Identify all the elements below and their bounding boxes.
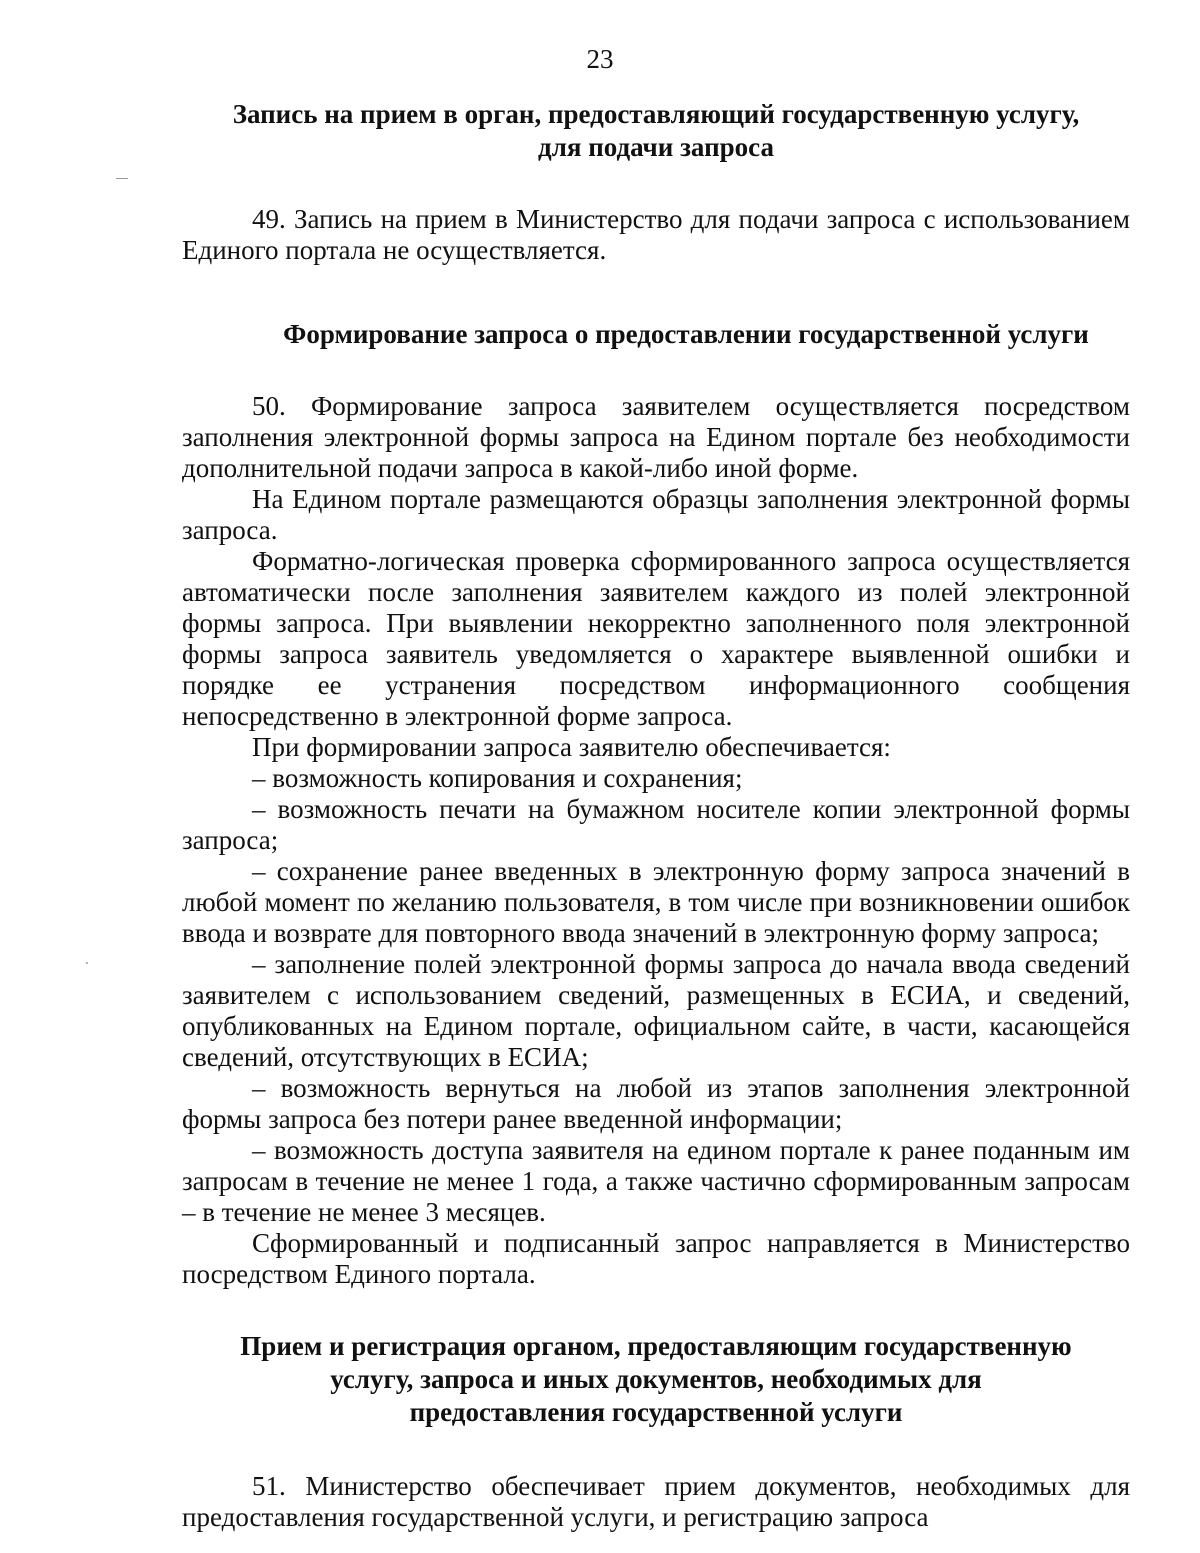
margin-mark [86, 962, 88, 964]
list-item: – возможность копирования и сохранения; [252, 763, 743, 793]
page-number: 23 [586, 44, 614, 74]
heading-line: Запись на прием в орган, предоставляющий государственную услугу, [232, 99, 1080, 129]
paragraph: Форматно-логическая проверка сформированного запроса осуществляется автоматически после заполнения заявителем каждого из полей электронной формы запроса. При выявлении некорректно заполненного поля электронной формы запроса заявитель уведомляется о характере выявленной ошибки и порядке ее устранения посредством информационного сообщения непосредственно в электронной форме запроса. [182, 546, 1130, 731]
list-item: – возможность доступа заявителя на едином портале к ранее поданным им запросам в течение не менее 1 года, а также частично сформированным запросам – в течение не менее 3 месяцев. [182, 1135, 1130, 1227]
heading-line: предоставления государственной услуги [409, 1397, 903, 1427]
list-item: – заполнение полей электронной формы запроса до начала ввода сведений заявителем с использованием сведений, размещенных в ЕСИА, и сведений, опубликованных на Едином портале, официальном сайте, в части, касающейся сведений, отсутствующих в ЕСИА; [182, 949, 1130, 1072]
paragraph: При формировании запроса заявителю обеспечивается: [252, 732, 891, 762]
list-item: – сохранение ранее введенных в электронную форму запроса значений в любой момент по желанию пользователя, в том числе при возникновении ошибок ввода и возврате для повторного ввода значений в электронную форму запроса; [182, 856, 1130, 948]
paragraph-51-text: 51. Министерство обеспечивает прием документов, необходимых для предоставления государственной услуги, и регистрацию запроса [182, 1471, 1130, 1532]
section-heading-appointment [182, 98, 1130, 164]
list-item: – возможность вернуться на любой из этапов заполнения электронной формы запроса без потери ранее введенной информации; [182, 1073, 1130, 1134]
paragraph-50: 50. Формирование запроса заявителем осуществляется посредством заполнения электронной формы запроса на Едином портале без необходимости дополнительной подачи запроса в какой-либо иной форме. [182, 391, 1130, 483]
heading-line: услугу, запроса и иных документов, необходимых для [330, 1364, 982, 1394]
margin-mark [116, 178, 128, 179]
heading-line: для подачи запроса [538, 132, 774, 162]
paragraph-49: 49. Запись на прием в Министерство для подачи запроса с использованием Единого портала не осуществляется. [182, 204, 1130, 265]
list-item: – возможность печати на бумажном носителе копии электронной формы запроса; [182, 794, 1130, 855]
paragraph: Сформированный и подписанный запрос направляется в Министерство посредством Единого портала. [182, 1228, 1130, 1289]
paragraph-51 [182, 1471, 1130, 1533]
heading-line: Прием и регистрация органом, предоставляющим государственную [240, 1331, 1072, 1361]
document-body [182, 94, 1130, 1533]
section-heading-request-forming: Формирование запроса о предоставлении государственной услуги [283, 319, 1089, 349]
section-heading-reception-registration [182, 1330, 1130, 1429]
paragraph: На Едином портале размещаются образцы заполнения электронной формы запроса. [182, 484, 1130, 545]
